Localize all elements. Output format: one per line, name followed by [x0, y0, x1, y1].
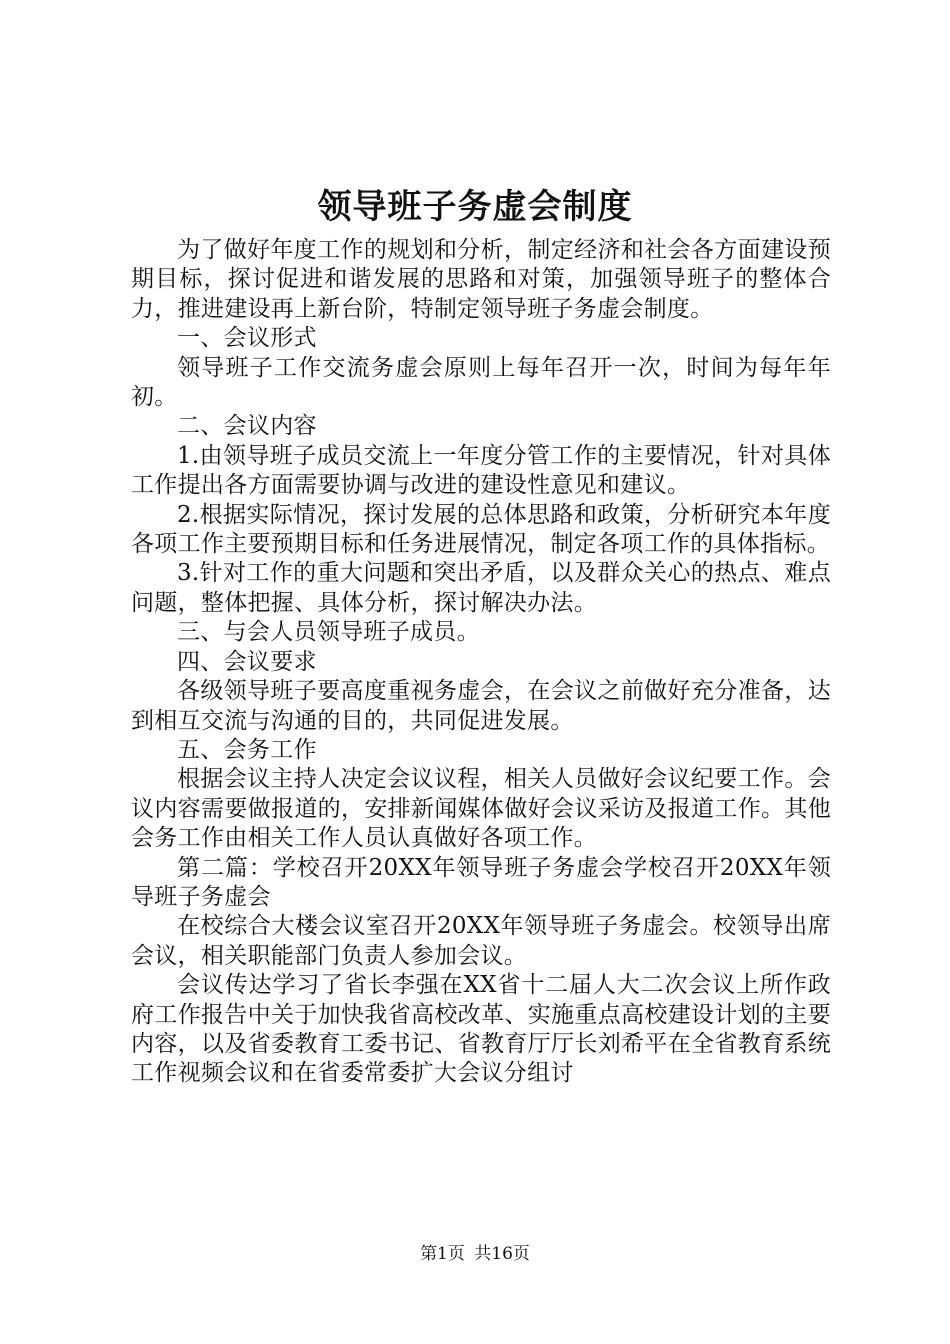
paragraph-content-item-2: 2.根据实际情况，探讨发展的总体思路和政策，分析研究本年度各项工作主要预期目标和任务进展情况，制定各项工作的具体指标。	[131, 501, 831, 558]
document-title: 领导班子务虚会制度	[317, 187, 633, 227]
page-total: 共16页	[474, 1244, 530, 1264]
paragraph-requirements: 各级领导班子要高度重视务虚会，在会议之前做好充分准备，达到相互交流与沟通的目的，共同促进发展。	[131, 678, 831, 734]
section-heading-2: 二、会议内容	[177, 413, 317, 440]
document-body	[131, 236, 831, 1089]
paragraph-content-item-3: 3.针对工作的重大问题和突出矛盾，以及群众关心的热点、难点问题，整体把握、具体分析，探讨解决办法。	[131, 560, 831, 616]
section-heading-3: 三、与会人员领导班子成员。	[177, 619, 480, 646]
section-heading-1: 一、会议形式	[177, 325, 317, 352]
paragraph-meeting-form: 领导班子工作交流务虚会原则上每年召开一次，时间为每年年初。	[131, 354, 831, 411]
paragraph-part-two-title: 第二篇：学校召开20XX年领导班子务虚会学校召开20XX年领导班子务虚会	[131, 854, 831, 910]
paragraph-intro: 为了做好年度工作的规划和分析，制定经济和社会各方面建设预期目标，探讨促进和谐发展的思路和对策，加强领导班子的整体合力，推进建设再上新台阶，特制定领导班子务虚会制度。	[131, 237, 831, 322]
paragraph-meeting-venue: 在校综合大楼会议室召开20XX年领导班子务虚会。校领导出席会议，相关职能部门负责人参加会议。	[131, 913, 831, 969]
paragraph-meeting-study: 会议传达学习了省长李强在XX省十二届人大二次会议上所作政府工作报告中关于加快我省高校改革、实施重点高校建设计划的主要内容，以及省委教育工委书记、省教育厅厅长刘希平在全省教育系统工作视频会议和在省委常委扩大会议分组讨	[131, 972, 831, 1087]
paragraph-affairs-work: 根据会议主持人决定会议议程，相关人员做好会议纪要工作。会议内容需要做报道的，安排新闻媒体做好会议采访及报道工作。其他会务工作由相关工作人员认真做好各项工作。	[131, 766, 831, 852]
section-heading-5: 五、会务工作	[177, 736, 317, 763]
page-footer	[0, 1242, 950, 1266]
page-number: 第1页	[420, 1244, 465, 1264]
paragraph-content-item-1: 1.由领导班子成员交流上一年度分管工作的主要情况，针对具体工作提出各方面需要协调与改进的建设性意见和建议。	[131, 442, 831, 499]
section-heading-4: 四、会议要求	[177, 648, 317, 675]
